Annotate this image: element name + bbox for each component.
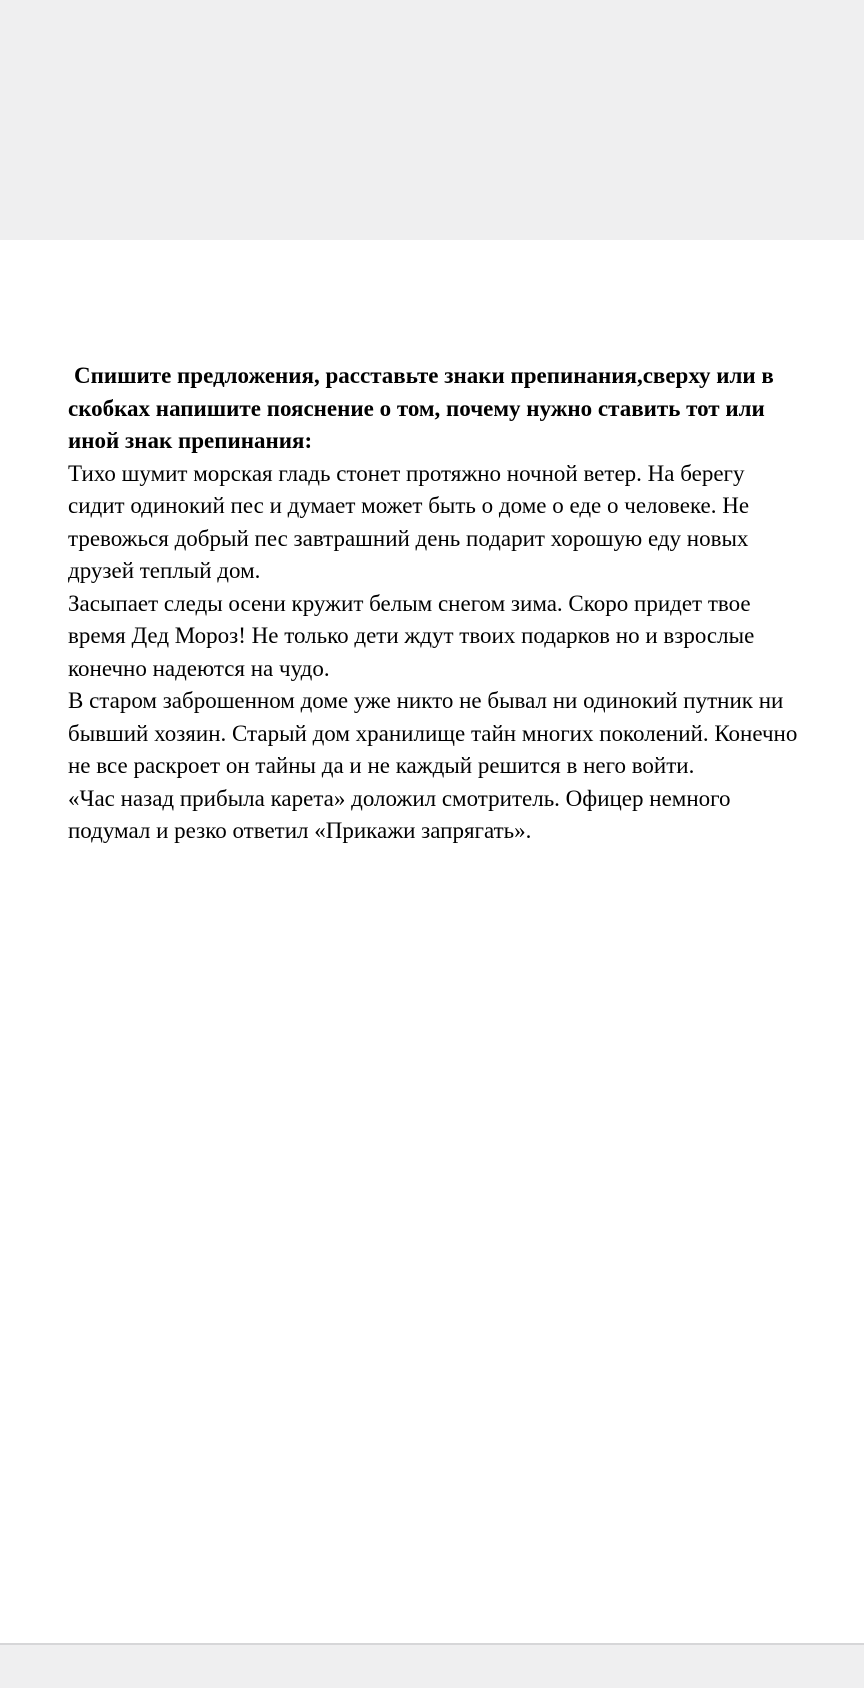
paragraph-sea-dog: [68, 458, 838, 588]
document-page: [0, 240, 864, 1643]
bottom-background-band: [0, 1643, 864, 1688]
top-background-band: [0, 0, 864, 240]
instruction-line: скобках напишите пояснение о том, почему нужно ставить тот или: [68, 395, 765, 421]
text-line: конечно надеются на чудо.: [68, 655, 330, 681]
text-line: друзей теплый дом.: [68, 558, 261, 583]
text-line: не все раскроет он тайны да и не каждый решится в него войти.: [68, 753, 695, 778]
text-line: бывший хозяин. Старый дом хранилище тайн многих поколений. Конечно: [68, 720, 798, 746]
document-content: [68, 360, 838, 848]
text-line: «Час назад прибыла карета» доложил смотритель. Офицер немного: [68, 785, 731, 811]
text-line: В старом заброшенном доме уже никто не бывал ни одинокий путник ни: [68, 688, 784, 713]
text-line: сидит одинокий пес и думает может быть о доме о еде о человеке. Не: [68, 493, 750, 518]
text-line: Тихо шумит морская гладь стонет протяжно ночной ветер. На берегу: [68, 460, 745, 486]
paragraph-old-house: [68, 685, 838, 783]
paragraph-winter: [68, 588, 838, 686]
text-line: время Дед Мороз! Не только дети ждут твоих подарков но и взрослые: [68, 623, 755, 648]
instruction-line: иной знак препинания:: [68, 428, 313, 453]
paragraph-carriage: [68, 783, 838, 848]
text-line: тревожься добрый пес завтрашний день подарит хорошую еду новых: [68, 525, 749, 551]
instruction-line: Спишите предложения, расставьте знаки препинания,сверху или в: [74, 363, 774, 388]
text-line: подумал и резко ответил «Прикажи запрягать».: [68, 818, 532, 843]
text-line: Засыпает следы осени кружит белым снегом зима. Скоро придет твое: [68, 590, 751, 616]
task-instruction: [68, 360, 838, 458]
